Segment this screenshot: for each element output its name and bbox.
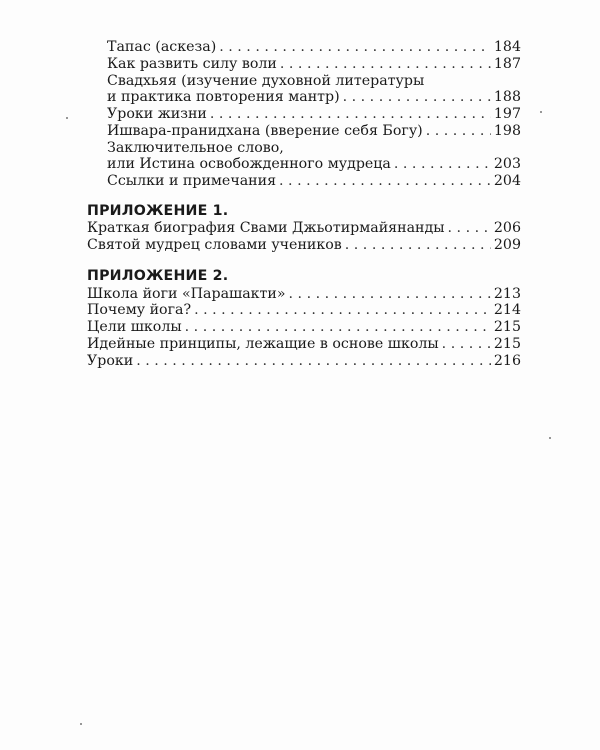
toc-entry-title: Школа йоги «Парашакти» — [87, 286, 286, 302]
toc-entry-title: или Истина освобожденного мудреца — [107, 156, 391, 172]
dot-leader — [219, 38, 491, 56]
toc-entry-page: 215 — [493, 336, 521, 352]
toc-entry-page: 215 — [493, 319, 521, 335]
dot-leader — [345, 236, 491, 254]
toc-entry — [87, 318, 521, 336]
dot-leader — [448, 219, 491, 237]
toc-entry-title: Почему йога? — [87, 302, 192, 318]
toc-entry-page: 203 — [493, 156, 521, 172]
scan-speck — [80, 723, 82, 725]
toc-entry — [107, 38, 521, 56]
dot-leader — [279, 172, 491, 190]
toc-entry — [107, 88, 521, 106]
dot-leader — [185, 318, 491, 336]
toc-entry-title: Тапас (аскеза) — [107, 39, 217, 55]
toc-entry-title: Ссылки и примечания — [107, 173, 277, 189]
toc-entry-title: Святой мудрец словами учеников — [87, 237, 342, 253]
toc-entry-page: 184 — [493, 39, 521, 55]
toc-entry-page: 209 — [493, 237, 521, 253]
appendix-2-heading: ПРИЛОЖЕНИЕ 2. — [87, 268, 229, 284]
toc-entry-title: Уроки жизни — [107, 106, 207, 122]
toc-entry-title: Как развить силу воли — [107, 56, 277, 72]
toc-entry-title-line1: Свадхьяя (изучение духовной литературы — [107, 73, 425, 89]
toc-entry-page: 198 — [493, 123, 521, 139]
toc-entry-title: Ишвара-пранидхана (вверение себя Богу) — [107, 123, 423, 139]
appendix-1-heading: ПРИЛОЖЕНИЕ 1. — [87, 203, 229, 219]
toc-entry-page: 204 — [493, 173, 521, 189]
dot-leader — [442, 335, 491, 353]
scan-speck — [549, 437, 551, 439]
toc-entry — [87, 335, 521, 353]
toc-entry — [87, 219, 521, 237]
dot-leader — [343, 88, 491, 106]
toc-entry — [107, 172, 521, 190]
dot-leader — [280, 55, 491, 73]
toc-entry-page: 197 — [493, 106, 521, 122]
toc-entry-title: Цели школы — [87, 319, 182, 335]
toc-entry — [107, 155, 521, 173]
dot-leader — [210, 105, 491, 123]
dot-leader — [194, 301, 491, 319]
toc-entry — [87, 301, 521, 319]
toc-entry-page: 187 — [493, 56, 521, 72]
toc-entry-title: Идейные принципы, лежащие в основе школы — [87, 336, 439, 352]
toc-entry-page: 188 — [493, 89, 521, 105]
toc-entry-page: 216 — [493, 353, 521, 369]
toc-entry — [87, 352, 521, 370]
toc-entry-title: Уроки — [87, 353, 134, 369]
toc-entry — [107, 122, 521, 140]
toc-entry-page: 214 — [493, 302, 521, 318]
toc-entry-page: 206 — [493, 220, 521, 236]
toc-entry-title: и практика повторения мантр) — [107, 89, 340, 105]
toc-entry — [107, 55, 521, 73]
toc-entry-page: 213 — [493, 286, 521, 302]
dot-leader — [394, 155, 491, 173]
toc-entry — [87, 236, 521, 254]
scan-speck — [66, 117, 68, 119]
dot-leader — [136, 352, 491, 370]
scan-speck — [540, 111, 542, 113]
dot-leader — [426, 122, 491, 140]
toc-entry-title: Краткая биография Свами Джьотирмайянанды — [87, 220, 445, 236]
toc-entry — [107, 105, 521, 123]
toc-entry-title-line1: Заключительное слово, — [107, 140, 284, 156]
